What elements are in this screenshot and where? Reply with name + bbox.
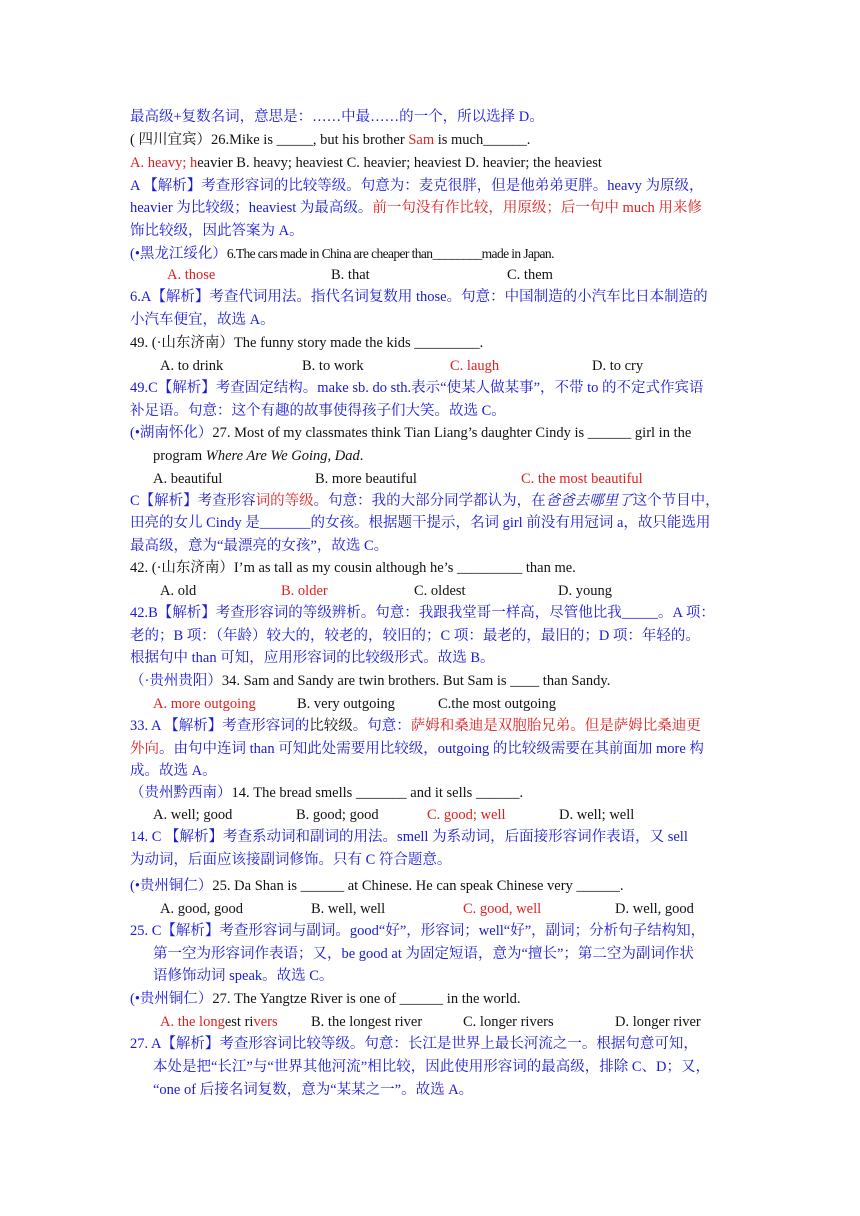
option-c: C. the most beautiful [521, 471, 643, 487]
text-segment: 42. (·山东济南）I’m as tall as my cousin although he’s _________ than me. [130, 560, 576, 576]
option-a: A. beautiful [153, 471, 223, 487]
text-line [130, 761, 217, 781]
text-segment: Sam [408, 132, 435, 148]
option-a-part3: vers [253, 1014, 278, 1030]
text-segment: 前一句没有作比较，用原级；后一句中 much 用来修 [372, 200, 702, 216]
text-line [130, 513, 710, 533]
text-line [130, 423, 691, 443]
text-line [153, 1057, 710, 1077]
option-b: B. more beautiful [315, 471, 417, 487]
text-segment: is much______. [434, 132, 531, 148]
text-line [130, 671, 610, 691]
text-segment: eavier B. heavy; heaviest C. heavier; heaviest D. heavier; the heaviest [197, 155, 602, 171]
option-a: A. old [160, 583, 197, 599]
text-line [130, 626, 700, 646]
option-c: C. them [507, 267, 553, 283]
text-segment: 补足语。句意：这个有趣的故事使得孩子们大笑。故选 C。 [130, 403, 506, 419]
text-segment: 萨姆和桑迪是双胞胎兄弟。但是萨姆比桑迪更 [410, 718, 701, 734]
text-segment: C【解析】考查形容 [130, 493, 256, 509]
option-b: B. well, well [311, 901, 386, 917]
text-line [130, 783, 523, 803]
option-a-part1: A. the long [160, 1014, 225, 1030]
text-segment: ( 四川宜宾）26.Mike is _____, but his brother [130, 132, 409, 148]
text-line [130, 876, 624, 896]
text-segment: 老的；B 项：（年龄）较大的，较老的，较旧的；C 项：最老的，最旧的；D 项：年轻的。 [130, 628, 700, 644]
option-d: D. longer river [615, 1014, 701, 1030]
text-segment: （贵州黔西南） [130, 785, 232, 801]
option-a: A. to drink [160, 358, 224, 374]
text-segment: （·贵州贵阳） [130, 673, 222, 689]
option-c: C.the most outgoing [438, 696, 557, 712]
text-segment: A. heavy; h [130, 155, 198, 171]
text-segment: 根据句中 than 可知，应用形容词的比较级形式。故选 B。 [130, 650, 495, 666]
text-segment: 最高级，意为“最漂亮的女孩”，故选 C。 [130, 538, 389, 554]
text-segment: 爸爸去哪里了 [545, 493, 633, 509]
text-segment: A 【解析】考查形容词的比较等级。句意为：麦克很胖，但是他弟弟更胖。heavy 为原级， [130, 178, 704, 194]
text-segment: 外向 [130, 741, 159, 757]
text-line [130, 153, 602, 173]
text-segment: 饰比较级，因此答案为 A。 [130, 223, 304, 239]
option-d: D. young [558, 583, 612, 599]
option-d: D. to cry [592, 358, 644, 374]
text-segment: 14. C 【解析】考查系动词和副词的用法。smell 为系动词，后面接形容词作表语，又 sell [130, 829, 688, 845]
text-line [130, 244, 554, 264]
option-b: B. to work [302, 358, 364, 374]
text-segment: 成。故选 A。 [130, 763, 217, 779]
option-a: A. well; good [153, 807, 233, 823]
text-line [130, 827, 688, 847]
q27h-text-end: . [359, 448, 364, 464]
option-b: B. very outgoing [297, 696, 395, 712]
text-segment: 6.A [130, 289, 152, 305]
text-line [130, 310, 275, 330]
text-line [130, 558, 576, 578]
text-line [130, 198, 702, 218]
option-c: C. longer rivers [463, 1014, 554, 1030]
text-segment: 。句意： [352, 718, 411, 734]
text-line [130, 536, 388, 556]
text-line [153, 944, 694, 964]
option-d: D. well; well [559, 807, 635, 823]
text-line [130, 130, 530, 150]
text-line [130, 1034, 698, 1054]
text-segment: 27. The Yangtze River is one of ______ in the world. [212, 991, 521, 1007]
text-segment: 语修饰动词 speak。故选 C。 [153, 968, 334, 984]
text-line [130, 739, 704, 759]
text-line [130, 287, 708, 307]
text-segment: 25. Da Shan is ______ at Chinese. He can speak Chinese very ______. [212, 878, 624, 894]
text-line [130, 921, 705, 941]
text-line [130, 221, 304, 241]
q27h-text: program [153, 448, 206, 464]
option-a: A. those [167, 267, 216, 283]
text-segment: 比较级 [309, 718, 353, 734]
option-d: D. well, good [615, 901, 694, 917]
text-line [130, 333, 483, 353]
option-c: C. good, well [463, 901, 542, 917]
option-c: C. good; well [427, 807, 506, 823]
text-segment: 27. A【解析】考查形容词比较等级。句意：长江是世界上最长河流之一。根据句意可知， [130, 1036, 698, 1052]
text-segment: 。句意：我的大部分同学都认为，在 [313, 493, 546, 509]
text-segment: 本处是把“长江”与“世界其他河流”相比较，因此使用形容词的最高级，排除 C、D；又， [153, 1059, 711, 1075]
option-a-part2: est ri [224, 1014, 254, 1030]
option-b: B. older [281, 583, 328, 599]
option-a: A. more outgoing [153, 696, 256, 712]
text-segment: 27. Most of my classmates think Tian Liang’s daughter Cindy is ______ girl in the [212, 425, 692, 441]
option-a: A. good, good [160, 901, 243, 917]
text-segment: 【解析】考查代词用法。指代名词复数用 those。句意：中国制造的小汽车比日本制造的 [151, 289, 708, 305]
text-line [130, 378, 704, 398]
program-title: Where Are We Going, Dad [205, 448, 360, 464]
option-c: C. oldest [414, 583, 466, 599]
text-segment: 6.The cars made in China are cheaper than________made in Japan. [226, 246, 554, 261]
text-segment: heavier 为比较级；heaviest 为最高级。 [130, 200, 373, 216]
text-segment: 14. The bread smells _______ and it sells ______. [231, 785, 524, 801]
text-line [130, 716, 701, 736]
text-segment: 第一空为形容词作表语；又，be good at 为固定短语，意为“擅长”；第二空为副词作状 [153, 946, 694, 962]
text-line [130, 491, 720, 511]
text-line [130, 648, 495, 668]
text-line [130, 107, 544, 127]
text-segment: (•湖南怀化） [130, 425, 213, 441]
option-b: B. the longest river [311, 1014, 423, 1030]
option-c: C. laugh [450, 358, 500, 374]
text-line [153, 966, 333, 986]
text-segment: 为动词，后面应该接副词修饰。只有 C 符合题意。 [130, 852, 452, 868]
text-line [130, 401, 506, 421]
text-segment: 49.C【解析】考查固定结构。make sb. do sth.表示“使某人做某事”，不带 to 的不定式作宾语 [130, 380, 704, 396]
text-line [130, 176, 704, 196]
option-b: B. good; good [296, 807, 379, 823]
text-segment: 。由句中连词 than 可知此处需要用比较级，outgoing 的比较级需要在其前面加 more 构 [159, 741, 704, 757]
text-segment: “one of 后接名词复数，意为“某某之一”。故选 A。 [153, 1082, 474, 1098]
text-segment: 25. C【解析】考查形容词与副词。good“好”，形容词；well“好”，副词；分析句子结构知， [130, 923, 706, 939]
text-segment: 33. A 【解析】考查形容词的 [130, 718, 310, 734]
text-segment: (•贵州铜仁） [130, 991, 213, 1007]
option-b: B. that [331, 267, 370, 283]
q27h-line2 [153, 446, 363, 466]
text-segment: 49. (·山东济南）The funny story made the kids _________. [130, 335, 484, 351]
text-segment: 34. Sam and Sandy are twin brothers. But Sam is ____ than Sandy. [221, 673, 611, 689]
text-segment: 小汽车便宜，故选 A。 [130, 312, 275, 328]
text-line [130, 850, 451, 870]
text-segment: 这个节目中， [632, 493, 720, 509]
text-segment: 最高级+复数名词，意思是：……中最……的一个，所以选择 D。 [130, 109, 544, 125]
text-line [130, 989, 521, 1009]
text-segment: (•贵州铜仁） [130, 878, 213, 894]
text-segment: (•黑龙江绥化） [130, 246, 227, 262]
text-segment: 词的等级 [255, 493, 314, 509]
text-line [153, 1080, 473, 1100]
text-line [130, 603, 715, 623]
option-a [160, 1012, 278, 1032]
text-segment: 田亮的女儿 Cindy 是_______的女孩。根据题干提示，名词 girl 前没有用冠词 a，故只能选用 [130, 515, 711, 531]
text-segment: 42.B【解析】考查形容词的等级辨析。句意：我跟我堂哥一样高，尽管他比我_____。A 项： [130, 605, 715, 621]
